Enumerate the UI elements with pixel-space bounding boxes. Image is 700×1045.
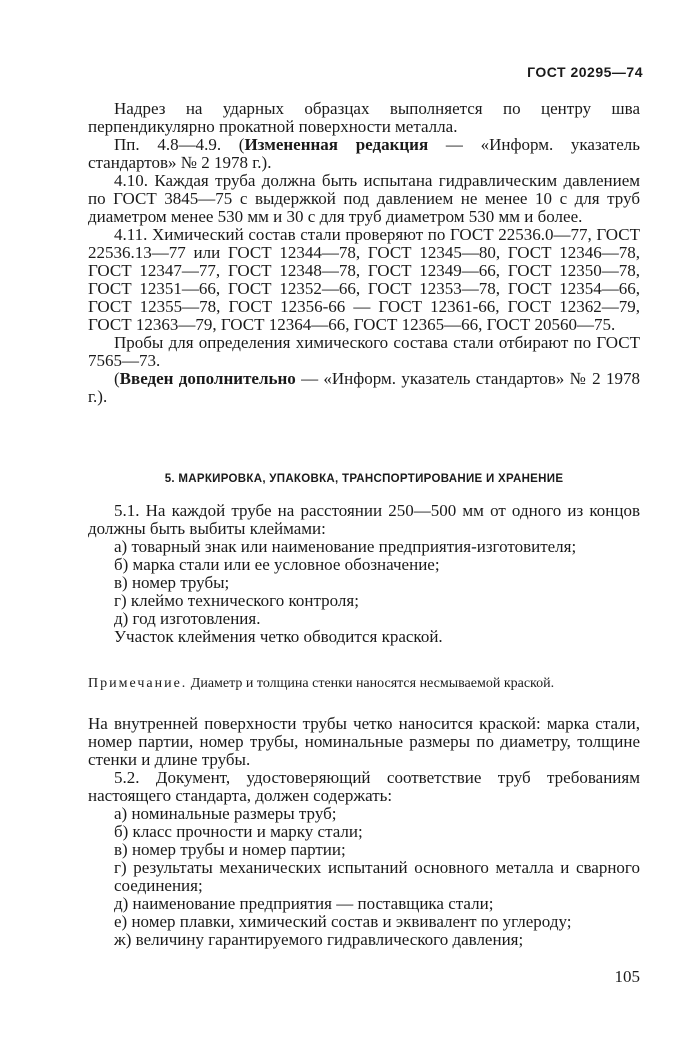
section-title: 5. МАРКИРОВКА, УПАКОВКА, ТРАНСПОРТИРОВАНИЕ И ХРАНЕНИЕ (164, 473, 564, 485)
note (88, 676, 640, 692)
paragraph-inner-surface: На внутренней поверхности трубы четко наносится краской: марка стали, номер партии, номер трубы, номинальные размеры по диаметру, толщине стенки и длине трубы. (88, 714, 640, 769)
paragraph-amendment-1: Пп. 4.8—4.9. (Измененная редакция — «Информ. указатель стандартов» № 2 1978 г.). (88, 135, 640, 172)
paragraph-4-10: 4.10. Каждая труба должна быть испытана гидравлическим давлением по ГОСТ 3845—75 с выдержкой под давлением не менее 10 с для труб диаметром менее 530 мм и 30 с для труб диаметром 530 мм и более. (88, 171, 640, 226)
note-text: Диаметр и толщина стенки наносятся несмываемой краской. (187, 676, 555, 691)
page-number: 105 (614, 967, 640, 986)
paragraph-amendment-2: (Введен дополнительно — «Информ. указатель стандартов» № 2 1978 г.). (88, 369, 640, 406)
paragraph-samples: Пробы для определения химического состава стали отбирают по ГОСТ 7565—73. (88, 333, 640, 370)
list-item: б) класс прочности и марку стали; (114, 822, 363, 841)
text-block-2 (88, 502, 640, 646)
list-item: г) клеймо технического контроля; (114, 591, 359, 610)
list-item: а) номинальные размеры труб; (114, 804, 337, 823)
text-block-1 (88, 100, 640, 406)
list-item: д) наименование предприятия — поставщика стали; (114, 894, 494, 913)
paragraph-5-2: 5.2. Документ, удостоверяющий соответствие труб требованиям настоящего стандарта, должен содержать: (88, 768, 640, 805)
note-label: Примечание. (88, 676, 188, 691)
list-item: б) марка стали или ее условное обозначение; (114, 555, 440, 574)
paragraph-4-11: 4.11. Химический состав стали проверяют по ГОСТ 22536.0—77, ГОСТ 22536.13—77 или ГОСТ 12344—78, ГОСТ 12345—80, ГОСТ 12346—78, ГОСТ 12347—77, ГОСТ 12348—78, ГОСТ 12349—66, ГОСТ 12350—78, ГОСТ 12351—66, ГОСТ 12352—66, ГОСТ 12353—78, ГОСТ 12354—66, ГОСТ 12355—78, ГОСТ 12356-66 — ГОСТ 12361-66, ГОСТ 12362—79, ГОСТ 12363—79, ГОСТ 12364—66, ГОСТ 12365—66, ГОСТ 20560—75. (88, 225, 640, 334)
paragraph-notch: Надрез на ударных образцах выполняется по центру шва перпендикулярно прокатной поверхности металла. (88, 99, 640, 136)
list-item: а) товарный знак или наименование предприятия-изготовителя; (114, 537, 577, 556)
list-item: в) номер трубы; (114, 573, 230, 592)
document-header: ГОСТ 20295—74 (527, 64, 643, 80)
text-block-3 (88, 715, 640, 949)
list-item: ж) величину гарантируемого гидравлического давления; (114, 930, 524, 949)
paragraph-marking-area: Участок клеймения четко обводится краской. (114, 627, 443, 646)
paragraph-5-1: 5.1. На каждой трубе на расстоянии 250—500 мм от одного из концов должны быть выбиты клеймами: (88, 501, 640, 538)
list-item: в) номер трубы и номер партии; (114, 840, 346, 859)
list-item: д) год изготовления. (114, 609, 261, 628)
list-item: е) номер плавки, химический состав и эквивалент по углероду; (114, 912, 572, 931)
list-item: г) результаты механических испытаний основного металла и сварного соединения; (114, 858, 640, 895)
